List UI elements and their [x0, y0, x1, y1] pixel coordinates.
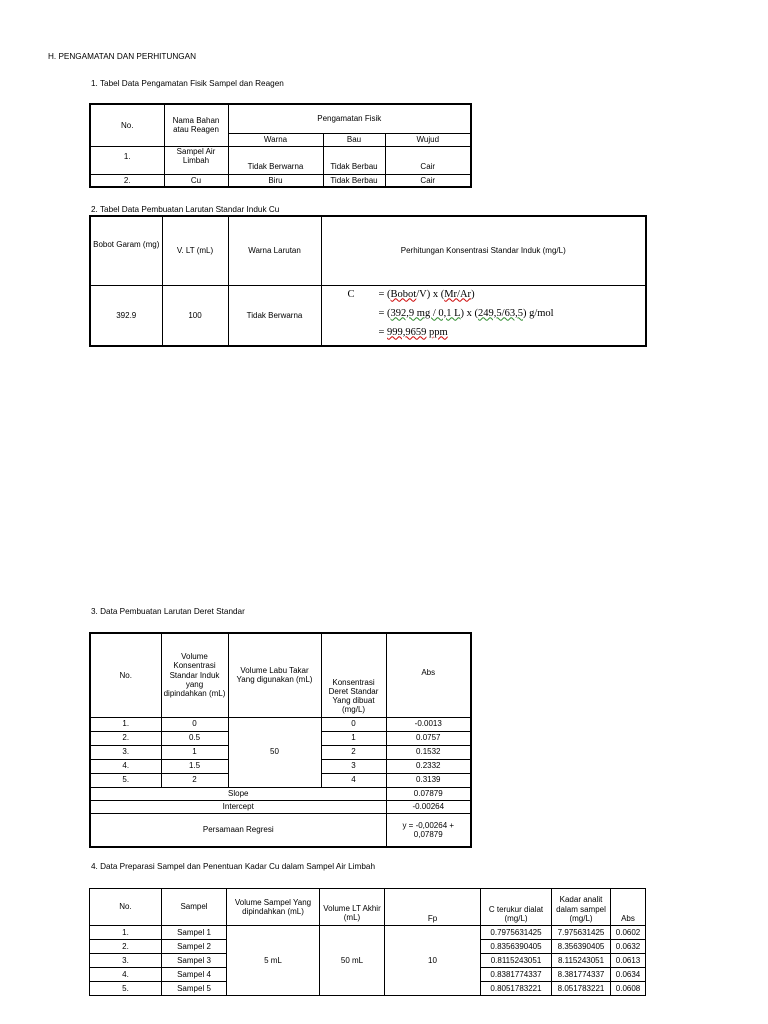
formula-text: Bobot: [390, 288, 417, 300]
table-3-caption: 3. Data Pembuatan Larutan Deret Standar: [91, 607, 245, 616]
cell-sampel: Sampel 2: [162, 940, 227, 954]
cell-konsen: 3: [321, 759, 386, 773]
cell-no: 2.: [90, 731, 161, 745]
cell-vol: 1: [161, 745, 228, 759]
cell-bau: Tidak Berbau: [323, 146, 385, 174]
header-warna: Warna: [228, 133, 323, 146]
table-row: [90, 717, 471, 731]
cell-volume-sampel: 5 mL: [227, 926, 320, 996]
header-volume-lt: Volume LT Akhir (mL): [320, 889, 385, 926]
header-sampel: Sampel: [162, 889, 227, 926]
table-physical-observation: [89, 103, 472, 188]
formula-line-2: [379, 308, 554, 320]
cell-abs: 0.2332: [386, 759, 471, 773]
cell-sampel: Sampel 4: [162, 968, 227, 982]
cell-sampel: Sampel 1: [162, 926, 227, 940]
header-fp: Fp: [385, 889, 481, 926]
formula-text: =: [378, 326, 388, 338]
cell-warna: Tidak Berwarna: [228, 146, 323, 174]
cell-vlt: 100: [162, 285, 228, 346]
cell-wujud: Cair: [385, 146, 471, 174]
cell-nama: Cu: [164, 174, 228, 187]
table-row: [90, 800, 471, 813]
formula-text: /V) x (: [416, 288, 445, 300]
cell-sampel: Sampel 5: [162, 982, 227, 996]
slope-value: 0.07879: [386, 787, 471, 800]
cell-abs: 0.0608: [611, 982, 646, 996]
formula-text: ): [471, 288, 475, 300]
cell-c-terukur: 0.8115243051: [481, 954, 552, 968]
table-sample-prep: [89, 888, 646, 996]
cell-konsen: 2: [321, 745, 386, 759]
cell-labu: 50: [228, 717, 321, 787]
table-standard-series: [89, 632, 472, 848]
header-pengamatan-fisik: Pengamatan Fisik: [228, 104, 471, 133]
intercept-label: Intercept: [90, 800, 386, 813]
formula-text: Mr/Ar: [444, 288, 472, 300]
cell-vol: 0.5: [161, 731, 228, 745]
cell-no: 4.: [90, 759, 161, 773]
cell-abs: 0.0757: [386, 731, 471, 745]
table-row: [90, 146, 471, 174]
intercept-value: -0.00264: [386, 800, 471, 813]
cell-no: 5.: [90, 982, 162, 996]
formula-text: ) x (: [460, 307, 479, 319]
cell-abs: 0.0602: [611, 926, 646, 940]
cell-kadar: 8.115243051: [552, 954, 611, 968]
table-1-caption: 1. Tabel Data Pengamatan Fisik Sampel dan Reagen: [91, 79, 284, 88]
cell-abs: -0.0013: [386, 717, 471, 731]
cell-kadar: 8.051783221: [552, 982, 611, 996]
cell-vol: 1.5: [161, 759, 228, 773]
cell-konsen: 1: [321, 731, 386, 745]
formula-text: 392,9 mg / 0,1 L: [390, 307, 461, 319]
section-heading: H. PENGAMATAN DAN PERHITUNGAN: [48, 52, 196, 61]
cell-sampel: Sampel 3: [162, 954, 227, 968]
cell-no: 1.: [90, 146, 164, 174]
cell-nama: Sampel Air Limbah: [164, 146, 228, 174]
formula-line-1: [379, 289, 475, 301]
cell-formula: [321, 285, 646, 346]
table-row: [90, 285, 646, 346]
header-kadar: Kadar analit dalam sampel (mg/L): [552, 889, 611, 926]
cell-no: 2.: [90, 174, 164, 187]
header-volume-konsentrasi: Volume Konsentrasi Standar Induk yang dipindahkan (mL): [161, 633, 228, 717]
regression-value: y = -0,00264 + 0,07879: [386, 813, 471, 847]
header-bobot-garam: Bobot Garam (mg): [90, 216, 162, 285]
header-volume-sampel: Volume Sampel Yang dipindahkan (mL): [227, 889, 320, 926]
header-abs: Abs: [611, 889, 646, 926]
cell-no: 2.: [90, 940, 162, 954]
header-volume-labu: Volume Labu Takar Yang digunakan (mL): [228, 633, 321, 717]
cell-c-terukur: 0.8051783221: [481, 982, 552, 996]
formula-text: = (: [378, 288, 391, 300]
slope-label: Slope: [90, 787, 386, 800]
cell-no: 3.: [90, 745, 161, 759]
formula-text: 249,5/63,5: [478, 307, 523, 319]
cell-no: 3.: [90, 954, 162, 968]
cell-kadar: 7.975631425: [552, 926, 611, 940]
header-wujud: Wujud: [385, 133, 471, 146]
cell-abs: 0.3139: [386, 773, 471, 787]
header-no: No.: [90, 889, 162, 926]
cell-fp: 10: [385, 926, 481, 996]
cell-abs: 0.1532: [386, 745, 471, 759]
cell-volume-lt: 50 mL: [320, 926, 385, 996]
header-abs: Abs: [386, 633, 471, 717]
formula-text: ) g/mol: [522, 307, 554, 319]
header-konsentrasi-deret: Konsentrasi Deret Standar Yang dibuat (mg/L): [321, 633, 386, 717]
header-no: No.: [90, 104, 164, 146]
formula-text: ppm: [429, 326, 448, 338]
header-no: No.: [90, 633, 161, 717]
cell-no: 5.: [90, 773, 161, 787]
cell-abs: 0.0632: [611, 940, 646, 954]
cell-bobot: 392.9: [90, 285, 162, 346]
formula-text: 999,9659: [387, 326, 427, 338]
header-c-terukur: C terukur dialat (mg/L): [481, 889, 552, 926]
table-2-caption: 2. Tabel Data Pembuatan Larutan Standar Induk Cu: [91, 205, 280, 214]
cell-konsen: 0: [321, 717, 386, 731]
formula-line-3: [379, 327, 448, 339]
cell-kadar: 8.356390405: [552, 940, 611, 954]
cell-bau: Tidak Berbau: [323, 174, 385, 187]
cell-abs: 0.0613: [611, 954, 646, 968]
cell-vol: 0: [161, 717, 228, 731]
cell-c-terukur: 0.8356390405: [481, 940, 552, 954]
cell-konsen: 4: [321, 773, 386, 787]
header-nama-bahan: Nama Bahan atau Reagen: [164, 104, 228, 146]
cell-warna: Biru: [228, 174, 323, 187]
header-bau: Bau: [323, 133, 385, 146]
cell-c-terukur: 0.8381774337: [481, 968, 552, 982]
table-4-caption: 4. Data Preparasi Sampel dan Penentuan Kadar Cu dalam Sampel Air Limbah: [91, 862, 375, 871]
cell-kadar: 8.381774337: [552, 968, 611, 982]
cell-no: 4.: [90, 968, 162, 982]
cell-abs: 0.0634: [611, 968, 646, 982]
regression-label: Persamaan Regresi: [90, 813, 386, 847]
table-row: [90, 926, 646, 940]
header-vlt: V. LT (mL): [162, 216, 228, 285]
cell-wujud: Cair: [385, 174, 471, 187]
table-standard-solution: [89, 215, 647, 347]
cell-vol: 2: [161, 773, 228, 787]
table-row: [90, 813, 471, 847]
table-row: [90, 174, 471, 187]
cell-c-terukur: 0.7975631425: [481, 926, 552, 940]
header-warna-larutan: Warna Larutan: [228, 216, 321, 285]
header-perhitungan: Perhitungan Konsentrasi Standar Induk (mg/L): [321, 216, 646, 285]
formula-c: C: [347, 288, 355, 300]
cell-no: 1.: [90, 926, 162, 940]
cell-no: 1.: [90, 717, 161, 731]
table-row: [90, 787, 471, 800]
formula-text: = (: [378, 307, 391, 319]
cell-warna: Tidak Berwarna: [228, 285, 321, 346]
